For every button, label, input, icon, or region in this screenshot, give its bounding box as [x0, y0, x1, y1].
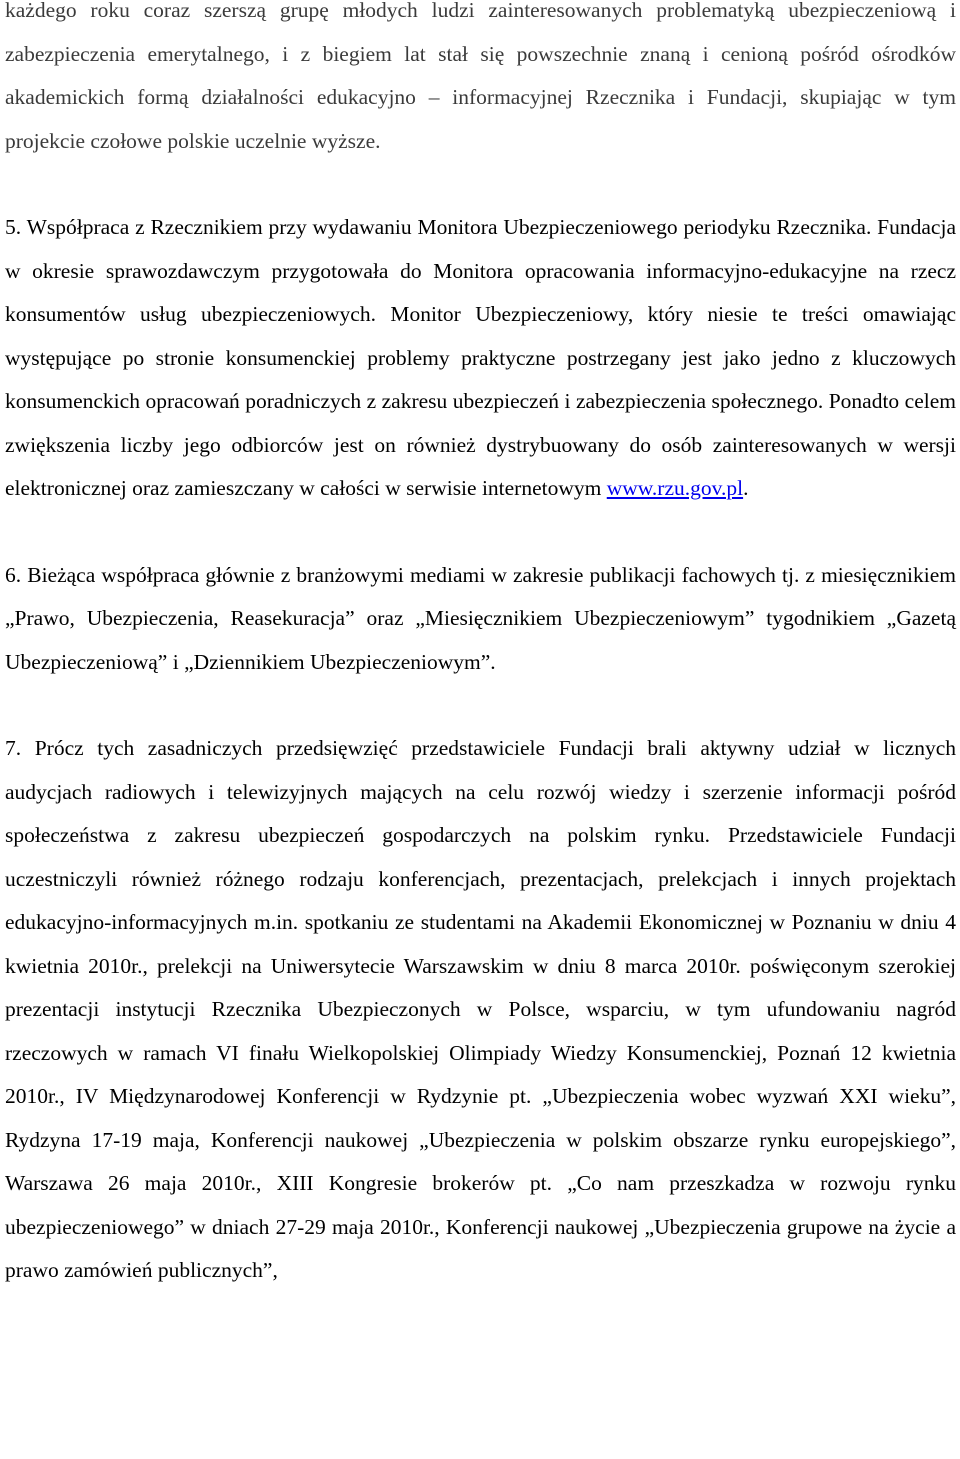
paragraph-7 [5, 727, 956, 1293]
rzu-website-link[interactable]: www.rzu.gov.pl [606, 476, 744, 500]
paragraph-gap [5, 511, 956, 554]
paragraph-gap [5, 684, 956, 727]
paragraph-6-text: 6. Bieżąca współpraca głównie z branżowymi mediami w zakresie publikacji fachowych tj. z miesięcznikiem „Prawo, Ubezpieczenia, Reasekuracja” oraz „Miesięcznikiem Ubezpieczeniowym” tygodnikiem „Gazetą Ubezpieczeniową” i „Dziennikiem Ubezpieczeniowym”. [5, 562, 956, 674]
paragraph-intro-text: każdego roku coraz szerszą grupę młodych ludzi zainteresowanych problematyką ubezpieczeniową i zabezpieczenia emerytalnego, i z biegiem lat stał się powszechnie znaną i cenioną pośród ośrodków akademickich formą działalności edukacyjno – informacyjnej Rzecznika i Fundacji, skupiając w tym projekcie czołowe polskie uczelnie wyższe. [5, 0, 956, 153]
paragraph-5 [5, 206, 956, 511]
paragraph-6 [5, 554, 956, 685]
paragraph-7-text: 7. Prócz tych zasadniczych przedsięwzięć przedstawiciele Fundacji brali aktywny udział w licznych audycjach radiowych i telewizyjnych mających na celu rozwój wiedzy i szerzenie informacji pośród społeczeństwa z zakresu ubezpieczeń gospodarczych na polskim rynku. Przedstawiciele Fundacji uczestniczyli również różnego rodzaju konferencjach, prezentacjach, prelekcjach i innych projektach edukacyjno-informacyjnych m.in. spotkaniu ze studentami na Akademii Ekonomicznej w Poznaniu w dniu 4 kwietnia 2010r., prelekcji na Uniwersytecie Warszawskim w dniu 8 marca 2010r. poświęconym szerokiej prezentacji instytucji Rzecznika Ubezpieczonych w Polsce, wsparciu, w tym ufundowaniu nagród rzeczowych w ramach VI finału Wielkopolskiej Olimpiady Wiedzy Konsumenckiej, Poznań 12 kwietnia 2010r., IV Międzynarodowej Konferencji w Rydzynie pt. „Ubezpieczenia wobec wyzwań XXI wieku”, Rydzyna 17-19 maja, Konferencji naukowej „Ubezpieczenia w polskim obszarze rynku europejskiego”, Warszawa 26 maja 2010r., XIII Kongresie brokerów pt. „Co nam przeszkadza w rozwoju rynku ubezpieczeniowego” w dniach 27-29 maja 2010r., Konferencji naukowej „Ubezpieczenia grupowe na życie a prawo zamówień publicznych”, [5, 736, 956, 1282]
paragraph-gap [5, 163, 956, 206]
paragraph-5-text: 5. Współpraca z Rzecznikiem przy wydawaniu Monitora Ubezpieczeniowego periodyku Rzecznika. Fundacja w okresie sprawozdawczym przygotowała do Monitora opracowania informacyjno-edukacyjne na rzecz konsumentów usług ubezpieczeniowych. Monitor Ubezpieczeniowy, który niesie te treści omawiając występujące po stronie konsumenckiej problemy praktyczne postrzegany jest jako jedno z kluczowych konsumenckich opracowań poradniczych z zakresu ubezpieczeń i zabezpieczenia społecznego. Ponadto celem zwiększenia liczby jego odbiorców jest on również dystrybuowany do osób zainteresowanych w wersji elektronicznej oraz zamieszczany w całości w serwisie internetowym [5, 215, 956, 500]
paragraph-intro [5, 0, 956, 163]
paragraph-5-end: . [743, 476, 749, 500]
document-page [5, 0, 956, 1293]
